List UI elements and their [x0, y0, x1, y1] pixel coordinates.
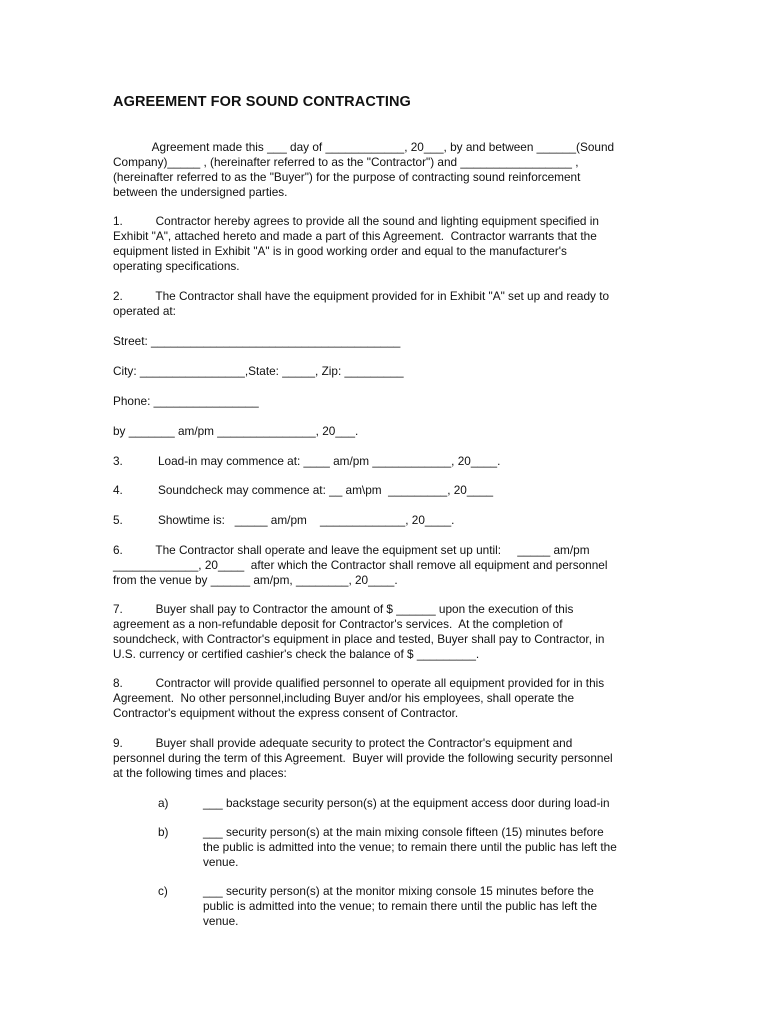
clause-2 — [113, 289, 648, 319]
clause-line: Agreement. No other personnel,including Buyer and/or his employees, shall operate the — [113, 691, 575, 705]
clause-line: U.S. currency or certified cashier's check the balance of $ _________. — [113, 647, 480, 661]
clause-4-number: 4. — [113, 483, 123, 497]
street-field: Street: ______________________________________ — [113, 334, 401, 348]
clause-line: operating specifications. — [113, 259, 240, 273]
item-a-text: ___ backstage security person(s) at the equipment access door during load-in — [203, 796, 610, 810]
clause-line: from the venue by ______ am/pm, ________, 20____. — [113, 573, 398, 587]
clause-5-number: 5. — [113, 513, 123, 527]
clause-line: Contractor's equipment without the express consent of Contractor. — [113, 706, 459, 720]
item-c-label: c) — [158, 884, 168, 898]
clause-line: personnel during the term of this Agreement. Buyer will provide the following security personnel — [113, 751, 613, 765]
clause-6 — [113, 543, 648, 588]
clause-line: soundcheck, with Contractor's equipment in place and tested, Buyer shall pay to Contractor, in — [113, 632, 605, 646]
intro-line: between the undersigned parties. — [113, 185, 288, 199]
item-line: ___ security person(s) at the main mixing console fifteen (15) minutes before — [203, 825, 604, 839]
clause-line: operated at: — [113, 304, 176, 318]
clause-line: 8. Contractor will provide qualified personnel to operate all equipment provided for in this — [113, 676, 605, 690]
clause-line: 1. Contractor hereby agrees to provide all the sound and lighting equipment specified in — [113, 214, 599, 228]
clause-line: _____________, 20____ after which the Contractor shall remove all equipment and personnel — [113, 558, 608, 572]
clause-line: Exhibit "A", attached hereto and made a part of this Agreement. Contractor warrants that the — [113, 229, 597, 243]
item-c-text — [203, 884, 597, 929]
item-line: venue. — [203, 914, 239, 928]
clause-line: 6. The Contractor shall operate and leave the equipment set up until: _____ am/pm — [113, 543, 590, 557]
clause-5-text: Showtime is: _____ am/pm _____________, 20____. — [158, 513, 455, 527]
clause-line: 2. The Contractor shall have the equipment provided for in Exhibit "A" set up and ready to — [113, 289, 610, 303]
intro-line: (hereinafter referred to as the "Buyer") for the purpose of contracting sound reinforcement — [113, 170, 581, 184]
clause-3-number: 3. — [113, 454, 123, 468]
clause-3-text: Load-in may commence at: ____ am/pm ____________, 20____. — [158, 454, 501, 468]
item-a-label: a) — [158, 796, 169, 810]
setup-time-field: by _______ am/pm _______________, 20___. — [113, 424, 359, 438]
clause-7 — [113, 602, 648, 662]
intro-line: Agreement made this ___ day of ____________, 20___, by and between ______(Sound — [113, 140, 615, 154]
clause-line: agreement as a non-refundable deposit for Contractor's services. At the completion of — [113, 617, 563, 631]
item-line: the public is admitted into the venue; to remain there until the public has left the — [203, 840, 617, 854]
clause-line: 7. Buyer shall pay to Contractor the amount of $ ______ upon the execution of this — [113, 602, 574, 616]
item-b-label: b) — [158, 825, 169, 839]
item-line: ___ security person(s) at the monitor mixing console 15 minutes before the — [203, 884, 594, 898]
clause-8 — [113, 676, 648, 721]
item-line: venue. — [203, 855, 239, 869]
document-title: AGREEMENT FOR SOUND CONTRACTING — [113, 94, 411, 110]
clause-line: 9. Buyer shall provide adequate security to protect the Contractor's equipment and — [113, 736, 573, 750]
clause-line: equipment listed in Exhibit "A" is in good working order and equal to the manufacturer's — [113, 244, 567, 258]
clause-9 — [113, 736, 648, 781]
intro-paragraph — [113, 140, 648, 200]
phone-field: Phone: ________________ — [113, 394, 259, 408]
item-b-text — [203, 825, 617, 870]
clause-line: at the following times and places: — [113, 766, 287, 780]
clause-1 — [113, 214, 648, 274]
item-line: public is admitted into the venue; to remain there until the public has left the — [203, 899, 598, 913]
city-state-zip-field: City: ________________,State: _____, Zip: _________ — [113, 364, 404, 378]
clause-4-text: Soundcheck may commence at: __ am\pm _________, 20____ — [158, 483, 494, 497]
intro-line: Company)_____ , (hereinafter referred to as the "Contractor") and _________________ , — [113, 155, 579, 169]
